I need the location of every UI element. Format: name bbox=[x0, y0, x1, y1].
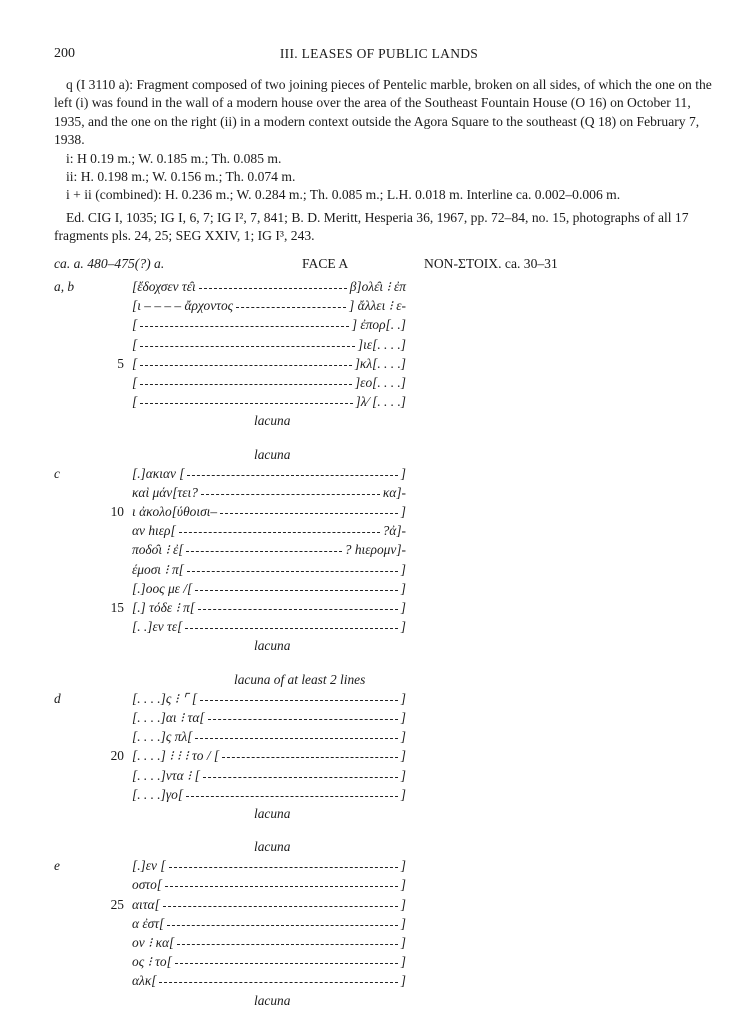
line-text-left: [ι – – – – ἄρχοντος bbox=[132, 298, 234, 314]
fragment-d bbox=[54, 691, 722, 806]
line-text-left: [ἔδοχσεν τε̑ι bbox=[132, 279, 196, 294]
lacuna-label: lacuna bbox=[254, 446, 291, 462]
inscription-line bbox=[54, 897, 722, 916]
line-text-left: [ bbox=[132, 355, 138, 371]
line-text-left: ος ⁝ το[ bbox=[132, 954, 172, 970]
dimensions-i: i: H 0.19 m.; W. 0.185 m.; Th. 0.085 m. bbox=[66, 150, 282, 166]
inscription-line bbox=[54, 523, 722, 542]
line-text-right: ] bbox=[400, 877, 406, 893]
fragment-description bbox=[54, 76, 722, 246]
lacuna-dashes bbox=[220, 513, 398, 514]
dimensions-combined: i + ii (combined): H. 0.236 m.; W. 0.284 m.; Th. 0.085 m.; L.H. 0.018 m. Interline ca. 0.002–0.006 m. bbox=[66, 187, 621, 203]
fragment-label: a, b bbox=[54, 279, 75, 294]
line-text-left: έμοσι ⁝ π[ bbox=[132, 561, 184, 577]
lacuna-label-two-lines: lacuna of at least 2 lines bbox=[234, 671, 366, 687]
line-text-left: καὶ μάν[τει? bbox=[132, 484, 198, 500]
line-text-left: οστο[ bbox=[132, 877, 162, 893]
line-text-left: ον ⁝ κα[ bbox=[132, 935, 175, 950]
line-text-left: αιτα[ bbox=[132, 896, 160, 912]
lacuna-dashes bbox=[169, 867, 398, 868]
line-text-left: [. . . .]αι ⁝ τα[ bbox=[132, 709, 205, 725]
line-number: 10 bbox=[110, 504, 124, 520]
inscription-line bbox=[54, 710, 722, 729]
lacuna-dashes bbox=[201, 494, 380, 495]
inscription-line bbox=[54, 542, 722, 561]
edition-references: Ed. CIG I, 1035; IG I, 6, 7; IG I², 7, 841; B. D. Meritt, Hesperia 36, 1967, pp. 72–84, no. 15, photographs of all 17 fragments pls. 24, 25; SEG XXIV, 1; IG I³, 243. bbox=[54, 209, 689, 244]
lacuna-dashes bbox=[163, 906, 398, 907]
lacuna-dashes bbox=[140, 403, 353, 404]
lacuna-dashes bbox=[177, 944, 398, 945]
line-text-right: ] bbox=[400, 729, 406, 745]
line-text-right: ?ἀ]- bbox=[382, 523, 406, 539]
inscription-line bbox=[54, 729, 722, 748]
lacuna-dashes bbox=[167, 925, 398, 926]
line-text-right: β]ολε̑ι ⁝ ἐπ bbox=[349, 279, 406, 294]
stoichedon-note: NON-ΣΤΟΙΧ. ca. 30–31 bbox=[424, 256, 558, 271]
line-text-right: ]εο[. . . .] bbox=[354, 374, 406, 390]
line-text-left: [. .]εν τε[ bbox=[132, 619, 183, 635]
line-text-right: ] ἐπορ[. .] bbox=[351, 317, 406, 333]
line-text-right: ] bbox=[400, 858, 406, 874]
face-header bbox=[54, 256, 722, 276]
line-text-right: ] bbox=[400, 504, 406, 520]
inscription-line bbox=[54, 356, 722, 375]
lacuna-dashes bbox=[179, 532, 380, 533]
lacuna-label: lacuna bbox=[254, 805, 291, 821]
inscription-line bbox=[54, 935, 722, 954]
line-number: 25 bbox=[110, 896, 124, 912]
fragment-ab bbox=[54, 279, 722, 413]
line-text-right: ] bbox=[400, 580, 406, 596]
inscription-line bbox=[54, 504, 722, 523]
line-text-left: [ bbox=[132, 317, 138, 333]
inscription-line bbox=[54, 748, 722, 767]
line-text-right: ] bbox=[400, 896, 406, 912]
lacuna-dashes bbox=[187, 475, 398, 476]
line-text-left: [.] τόδε ⁝ π[ bbox=[132, 600, 195, 615]
line-text-right: ? hιερομν]- bbox=[344, 542, 406, 558]
line-text-left: ι ἀκολο[ύθοισι– bbox=[132, 504, 218, 520]
line-text-left: [. . . .] ⁝ ⁝ ⁝ το / [ bbox=[132, 748, 220, 764]
lacuna-dashes bbox=[140, 365, 352, 366]
line-text-left: [. . . .]ς ⁝ ⌜ [ bbox=[132, 690, 198, 706]
line-text-left: [.]εν [ bbox=[132, 858, 166, 874]
inscription-date: ca. a. 480–475(?) a. bbox=[54, 256, 165, 271]
line-text-right: ]ιε[. . . .] bbox=[357, 336, 406, 352]
inscription-line bbox=[54, 877, 722, 896]
inscription-line bbox=[54, 562, 722, 581]
inscription-line bbox=[54, 394, 722, 413]
inscription-line bbox=[54, 858, 722, 877]
lacuna-label: lacuna bbox=[254, 638, 291, 654]
lacuna-dashes bbox=[175, 963, 398, 964]
lacuna-dashes bbox=[165, 886, 398, 887]
line-text-left: [ bbox=[132, 374, 138, 390]
lacuna-dashes bbox=[140, 346, 355, 347]
inscription-line bbox=[54, 337, 722, 356]
inscription-line bbox=[54, 317, 722, 336]
inscription-line bbox=[54, 466, 722, 485]
line-number: 5 bbox=[117, 355, 124, 371]
line-text-left: [ bbox=[132, 394, 138, 410]
line-text-right: ] bbox=[400, 690, 406, 706]
fragment-c bbox=[54, 466, 722, 639]
inscription-line bbox=[54, 916, 722, 935]
inscription-line bbox=[54, 619, 722, 638]
inscription-line bbox=[54, 600, 722, 619]
line-text-right: ]κλ[. . . .] bbox=[354, 355, 406, 371]
inscription-line bbox=[54, 279, 722, 298]
lacuna-label: lacuna bbox=[254, 413, 291, 429]
line-text-right: ] bbox=[400, 935, 406, 950]
lacuna-dashes bbox=[159, 982, 398, 983]
lacuna-dashes bbox=[140, 326, 349, 327]
inscription-line bbox=[54, 691, 722, 710]
line-text-left: αλκ[ bbox=[132, 973, 157, 989]
line-text-left: α ἐστ[ bbox=[132, 915, 165, 931]
inscription-line bbox=[54, 768, 722, 787]
inscription-line bbox=[54, 581, 722, 600]
lacuna-label: lacuna bbox=[254, 839, 291, 855]
lacuna-dashes bbox=[198, 609, 398, 610]
page-header bbox=[54, 46, 704, 66]
line-text-right: ] bbox=[400, 915, 406, 931]
inscription-line bbox=[54, 954, 722, 973]
running-title: III. LEASES OF PUBLIC LANDS bbox=[279, 46, 479, 61]
page-number: 200 bbox=[54, 46, 75, 61]
lacuna-dashes bbox=[199, 288, 347, 289]
line-text-left: [.]ακιαν [ bbox=[132, 465, 185, 481]
lacuna-dashes bbox=[222, 757, 398, 758]
inscription-text bbox=[54, 279, 722, 1012]
line-text-right: ] ἄλλει ⁝ ε- bbox=[349, 298, 406, 314]
line-text-left: [ bbox=[132, 336, 138, 352]
description-paragraph: q (I 3110 a): Fragment composed of two joining pieces of Pentelic marble, broken on all sides, of which the one on the left (i) was found in the wall of a modern house over the area of the Southeast Fountain House (O 16) on October 11, 1935, and the one on the right (ii) in a modern context outside the Agora Square to the southeast (Q 18) on February 7, 1938. bbox=[54, 77, 712, 148]
line-text-left: [. . . .]γο[ bbox=[132, 786, 184, 802]
line-text-right: κα]- bbox=[382, 484, 406, 500]
fragment-e bbox=[54, 858, 722, 992]
fragment-label: c bbox=[54, 465, 60, 481]
lacuna-dashes bbox=[195, 590, 398, 591]
inscription-line bbox=[54, 485, 722, 504]
inscription-line bbox=[54, 298, 722, 317]
inscription-line bbox=[54, 375, 722, 394]
fragment-label: d bbox=[54, 690, 61, 706]
line-text-left: [.]οος με /[ bbox=[132, 580, 193, 596]
lacuna-dashes bbox=[186, 796, 398, 797]
line-text-right: ] bbox=[400, 561, 406, 577]
lacuna-dashes bbox=[200, 700, 398, 701]
line-text-right: ] bbox=[400, 709, 406, 725]
lacuna-dashes bbox=[236, 307, 346, 308]
lacuna-dashes bbox=[185, 628, 398, 629]
line-text-right: ] bbox=[400, 786, 406, 802]
line-number: 20 bbox=[110, 748, 124, 764]
line-text-left: αν hιερ[ bbox=[132, 523, 176, 539]
line-text-right: ] bbox=[400, 600, 406, 615]
line-text-right: ] bbox=[400, 973, 406, 989]
lacuna-dashes bbox=[195, 738, 398, 739]
line-text-right: ] bbox=[400, 619, 406, 635]
line-text-left: [. . . .]ντα ⁝ [ bbox=[132, 767, 200, 783]
lacuna-dashes bbox=[187, 571, 398, 572]
lacuna-dashes bbox=[186, 551, 342, 552]
lacuna-dashes bbox=[203, 777, 398, 778]
line-text-right: ] bbox=[400, 748, 406, 764]
line-text-left: ποδο̑ι ⁝ ἐ[ bbox=[132, 542, 184, 558]
lacuna-label: lacuna bbox=[254, 992, 291, 1008]
dimensions-ii: ii: H. 0.198 m.; W. 0.156 m.; Th. 0.074 m. bbox=[66, 169, 296, 185]
face-label: FACE A bbox=[302, 256, 349, 271]
inscription-line bbox=[54, 973, 722, 992]
inscription-line bbox=[54, 787, 722, 806]
line-text-right: ]λ⁄ [. . . .] bbox=[355, 394, 406, 410]
fragment-label: e bbox=[54, 858, 60, 874]
line-text-left: [. . . .]ς πλ[ bbox=[132, 729, 193, 745]
line-text-right: ] bbox=[400, 465, 406, 481]
lacuna-dashes bbox=[140, 384, 352, 385]
lacuna-dashes bbox=[208, 719, 398, 720]
line-text-right: ] bbox=[400, 954, 406, 970]
line-text-right: ] bbox=[400, 767, 406, 783]
line-number: 15 bbox=[110, 600, 124, 615]
